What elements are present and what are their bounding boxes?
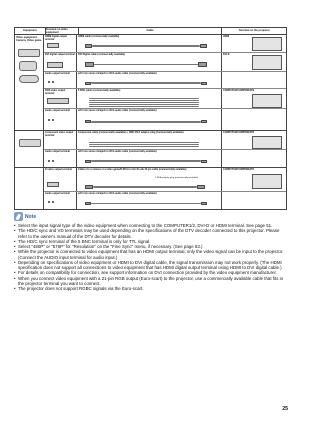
- d-video-port-image: [47, 182, 59, 187]
- terminal-projector-cell: [222, 168, 286, 191]
- terminal-video-cell: [44, 150, 77, 168]
- cable-image: [89, 142, 199, 143]
- plug-image: [85, 185, 93, 189]
- projector-terminal-image: [252, 174, 282, 189]
- cable-image: [89, 104, 199, 105]
- plug-image: [197, 185, 205, 189]
- terminal-video-label: D-video output terminal: [45, 168, 72, 171]
- plug-image: [85, 44, 92, 48]
- note-item: • Select "480P" or "576P" for "Resolution" on the "Fine Sync" menu, if necessary. (See page 53.): [14, 244, 286, 249]
- cable-image: [89, 106, 199, 107]
- cable-cell: [77, 35, 222, 52]
- terminal-video-label: Audio output terminal: [45, 71, 70, 75]
- cable-label: Component cable (commercially available) + BNC-RCA adaptor plug (commercially available): [78, 131, 184, 134]
- terminal-video-cell: [44, 109, 77, 130]
- terminal-projector-cell: [222, 150, 286, 168]
- note-item: • The HD/C sync and VD terminals may be used depending on the specifications of the DTV decoder connected to this projector. Please refer to the owner's manual of the DTV decoder for details.: [14, 228, 286, 239]
- cable-image: [89, 144, 199, 145]
- terminal-video-cell: [44, 35, 77, 52]
- projector-terminal-image: [252, 37, 282, 51]
- terminal-video-label: RGB video output terminal: [45, 89, 66, 96]
- video-equipment-image: [19, 139, 41, 147]
- cable-label: Cables for a camera or a video game/D-RCA to mini D-sub 15 pin cable (commercially available): [78, 168, 187, 171]
- note-item: • The HD/C sync terminal of the 5 BNC terminal is only for TTL signal.: [14, 239, 286, 244]
- projector-terminal-image: [252, 94, 282, 108]
- cable-image: [91, 82, 201, 84]
- cable-cell: [77, 53, 222, 71]
- terminal-video-cell: [44, 168, 77, 191]
- connection-table: [14, 27, 287, 210]
- table-row: [44, 53, 286, 72]
- audio-jack-icon: [52, 119, 54, 121]
- table-row: [44, 109, 286, 130]
- terminal-projector-cell: [222, 72, 286, 89]
- table-row: [44, 72, 286, 90]
- cable-image: [89, 102, 199, 103]
- table-header: [15, 28, 286, 35]
- terminal-video-cell: [44, 192, 77, 209]
- header-terminal-video: Terminal on video equipment: [46, 28, 79, 34]
- cable-image: [89, 98, 199, 99]
- adaptor-label: 3 RCA adaptor plug (commercially available): [155, 177, 199, 179]
- note-item: • While the projector is connected to video equipment that has an HDMI output terminal, only the video signal can be input to the projector. (Connect the AUDIO input terminal for audio input.): [14, 249, 286, 260]
- cable-image: [91, 203, 201, 205]
- video-game-image: [19, 75, 39, 83]
- audio-jack-icon: [48, 201, 50, 203]
- table-row: [44, 89, 286, 109]
- pencil-icon: [14, 212, 23, 221]
- cable-image: [94, 64, 198, 66]
- table-group: [15, 168, 286, 209]
- plug-image: [201, 120, 207, 123]
- cable-cell: [77, 192, 222, 209]
- terminal-projector-cell: [222, 192, 286, 209]
- note-item: • When you connect video equipment with a 21-pin RGB output (Euro-scart) to the projector, use a commercially available cable that fits in the projector terminal you want to connect.: [14, 276, 286, 287]
- note-item: • For details on compatibility for connection, see support information on DVI connection provided by the video equipment manufacturer.: [14, 270, 286, 275]
- page-number: 25: [282, 406, 288, 412]
- plug-image: [198, 62, 207, 67]
- plug-image: [201, 160, 207, 163]
- cable-label: 5 BNC cable (commercially available): [78, 89, 121, 93]
- table-group: [15, 35, 286, 131]
- terminal-projector-label: COMPUTER/COMPONENT2: [223, 131, 255, 134]
- cable-label: ø3.5 mm stereo minijack to RCA audio cable (commercially available): [78, 109, 157, 113]
- plug-image: [200, 44, 207, 48]
- video-equipment-image: [18, 49, 40, 57]
- equipment-label: Video equipment, Camera, Video game: [16, 36, 42, 43]
- terminal-video-label: Audio output terminal: [45, 192, 70, 195]
- cable-image: [91, 160, 201, 162]
- cable-label: HDMI cable (commercially available): [78, 35, 120, 38]
- note-item: • Depending on specifications of video equipment or HDMI to DVI digital cable, the signal transmission may not work properly. (The HDMI specification does not support all connections to video equipment that has HDMI digital output terminal using HDMI to DVI digital cable.): [14, 260, 286, 271]
- audio-jack-icon: [48, 119, 50, 121]
- cable-image: [89, 100, 199, 101]
- table-row: [44, 168, 286, 192]
- cable-label: ø3.5 mm stereo minijack to RCA audio cable (commercially available): [78, 192, 157, 195]
- terminal-video-label: HDMI digital output terminal: [45, 35, 67, 41]
- equipment-cell: [15, 35, 44, 130]
- cable-image: [93, 186, 197, 188]
- terminal-video-label: DVI digital output terminal: [45, 52, 75, 56]
- plug-image: [201, 82, 207, 85]
- cable-cell: [77, 131, 222, 149]
- table-row: [44, 192, 286, 209]
- table-row: [44, 131, 286, 150]
- terminal-video-cell: [44, 53, 77, 71]
- equipment-cell: [15, 131, 44, 167]
- terminal-video-cell: [44, 72, 77, 89]
- cable-cell: [77, 109, 222, 130]
- header-cable: Cable: [79, 28, 223, 34]
- note-item: • Select the input signal type of the video equipment when connecting to the COMPUTER1/2, DVI-D or HDMI terminal. See page 51.: [14, 223, 286, 228]
- header-terminal-projector: Terminal on the projector: [238, 29, 270, 33]
- terminal-projector-cell: [222, 35, 286, 52]
- note-section: [14, 212, 286, 291]
- terminal-video-label: Component video output terminal: [45, 131, 74, 137]
- cable-image: [92, 45, 200, 47]
- equipment-cell: [15, 168, 44, 209]
- dvi-port-image: [47, 62, 63, 68]
- hdmi-port-image: [47, 43, 59, 48]
- terminal-projector-label: HDMI: [223, 35, 230, 38]
- projector-terminal-image: [252, 136, 282, 149]
- header-equipment: Equipment: [15, 28, 46, 34]
- terminal-projector-cell: [222, 53, 286, 71]
- terminal-projector-cell: [222, 131, 286, 149]
- plug-image: [201, 202, 207, 205]
- note-item: • The projector does not support RGBC signals via the Euro-scart.: [14, 286, 286, 291]
- cable-cell: [77, 168, 222, 191]
- terminal-projector-cell: [222, 109, 286, 130]
- terminal-projector-cell: [222, 89, 286, 108]
- note-list: [14, 223, 286, 291]
- terminal-projector-label: COMPUTER/COMPONENT2: [223, 89, 255, 93]
- cable-image: [91, 121, 201, 123]
- cable-image: [89, 146, 199, 147]
- terminal-video-cell: [44, 89, 77, 108]
- table-group: [15, 131, 286, 168]
- note-title: Note: [25, 213, 37, 220]
- table-row: [44, 35, 286, 53]
- plug-image: [85, 62, 94, 67]
- terminal-video-label: Audio output terminal: [45, 109, 70, 113]
- cable-label: DVI Digital cable (commercially available): [78, 52, 126, 56]
- terminal-projector-label: COMPUTER/COMPONENT1: [223, 168, 255, 171]
- audio-jack-icon: [52, 160, 54, 162]
- terminal-video-label: Audio output terminal: [45, 149, 70, 153]
- table-row: [44, 150, 286, 168]
- audio-jack-icon: [48, 81, 50, 83]
- note-header: [14, 212, 286, 221]
- audio-jack-icon: [48, 160, 50, 162]
- cable-label: ø3.5 mm stereo minijack to RCA audio cable (commercially available): [78, 71, 157, 75]
- rgb-port-image: [47, 98, 69, 104]
- cable-cell: [77, 150, 222, 168]
- audio-jack-icon: [52, 201, 54, 203]
- projector-terminal-image: [252, 55, 282, 70]
- audio-jack-icon: [52, 81, 54, 83]
- camera-image: [19, 61, 37, 71]
- terminal-video-cell: [44, 131, 77, 149]
- cable-label: ø3.5 mm stereo minijack to RCA audio cable (commercially available): [78, 149, 157, 153]
- terminal-projector-label: DVI-D: [223, 52, 230, 56]
- cable-cell: [77, 72, 222, 89]
- cable-cell: [77, 89, 222, 108]
